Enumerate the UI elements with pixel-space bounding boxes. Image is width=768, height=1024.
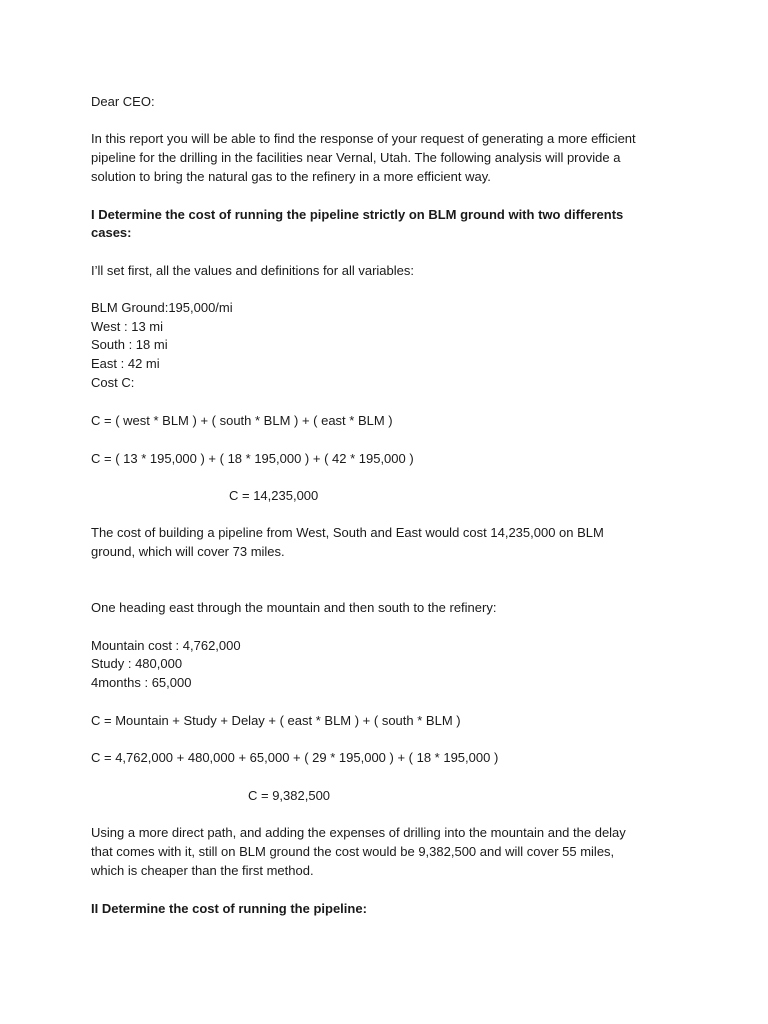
value-study: Study : 480,000 bbox=[91, 656, 183, 671]
intro-line-2: pipeline for the drilling in the facilities near Vernal, Utah. The following analysis will provide a bbox=[91, 150, 621, 165]
conclusion-case-2-line-2: that comes with it, still on BLM ground the cost would be 9,382,500 and will cover 55 miles, bbox=[91, 844, 615, 859]
conclusion-case-2-line-1: Using a more direct path, and adding the expenses of drilling into the mountain and the delay bbox=[91, 825, 626, 840]
section2-heading: II Determine the cost of running the pipeline: bbox=[91, 901, 367, 916]
variable-blm-ground: BLM Ground:195,000/mi bbox=[91, 300, 233, 315]
variable-south: South : 18 mi bbox=[91, 337, 168, 352]
formula-case-2: C = Mountain + Study + Delay + ( east * BLM ) + ( south * BLM ) bbox=[91, 713, 461, 728]
intro-line-3: solution to bring the natural gas to the refinery in a more efficient way. bbox=[91, 169, 491, 184]
result-case-2: C = 9,382,500 bbox=[248, 788, 331, 803]
variable-west: West : 13 mi bbox=[91, 319, 164, 334]
section1-heading-line-2: cases: bbox=[91, 225, 132, 240]
value-delay: 4months : 65,000 bbox=[91, 675, 192, 690]
variable-cost: Cost C: bbox=[91, 375, 135, 390]
substitution-case-2: C = 4,762,000 + 480,000 + 65,000 + ( 29 * 195,000 ) + ( 18 * 195,000 ) bbox=[91, 750, 499, 765]
conclusion-case-1-line-1: The cost of building a pipeline from West, South and East would cost 14,235,000 on BLM bbox=[91, 525, 604, 540]
setup-text: I’ll set first, all the values and definitions for all variables: bbox=[91, 263, 414, 278]
section1-heading-line-1: I Determine the cost of running the pipeline strictly on BLM ground with two differents bbox=[91, 207, 624, 222]
case-2-intro: One heading east through the mountain and then south to the refinery: bbox=[91, 600, 497, 615]
formula-case-1: C = ( west * BLM ) + ( south * BLM ) + ( east * BLM ) bbox=[91, 413, 393, 428]
value-mountain-cost: Mountain cost : 4,762,000 bbox=[91, 638, 241, 653]
intro-line-1: In this report you will be able to find the response of your request of generating a more efficient bbox=[91, 131, 636, 146]
salutation: Dear CEO: bbox=[91, 94, 155, 109]
conclusion-case-2-line-3: which is cheaper than the first method. bbox=[91, 863, 314, 878]
variable-east: East : 42 mi bbox=[91, 356, 160, 371]
conclusion-case-1-line-2: ground, which will cover 73 miles. bbox=[91, 544, 285, 559]
result-case-1: C = 14,235,000 bbox=[229, 488, 319, 503]
substitution-case-1: C = ( 13 * 195,000 ) + ( 18 * 195,000 ) + ( 42 * 195,000 ) bbox=[91, 451, 414, 466]
